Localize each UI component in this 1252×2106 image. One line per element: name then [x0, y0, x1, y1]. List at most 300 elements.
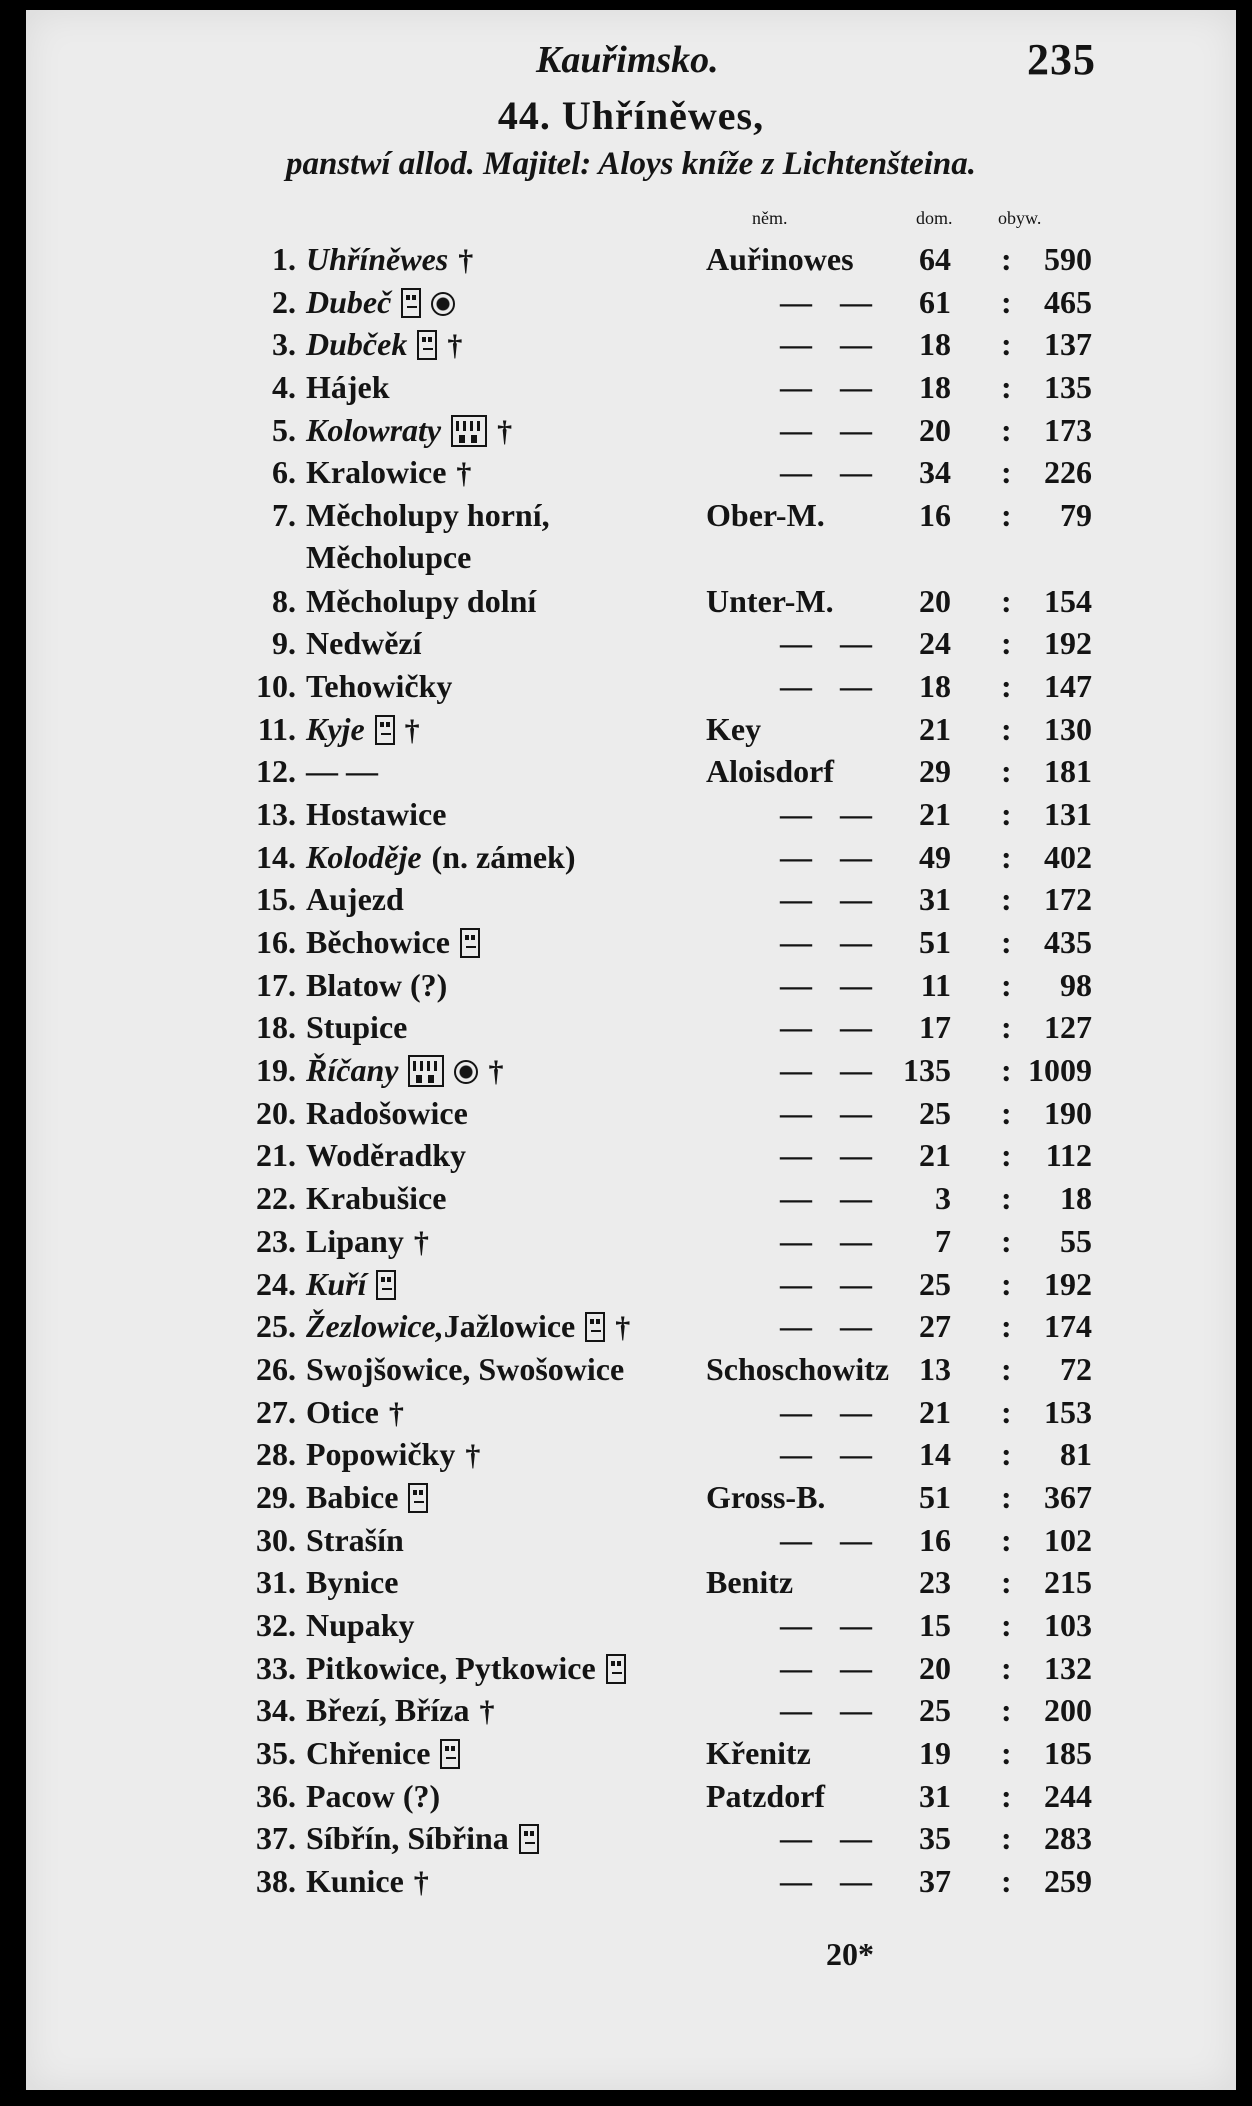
latin-cross-icon: † — [413, 1225, 429, 1259]
inhabitants-count: 174 — [1044, 1308, 1092, 1345]
houses-count: 20 — [919, 1649, 951, 1686]
ratio-separator: : — [1001, 1308, 1012, 1345]
row-number: 30. — [256, 1521, 296, 1558]
village-name-cell — [306, 1732, 706, 1774]
inhabitants-count: 154 — [1044, 582, 1092, 619]
inhabitants-count: 102 — [1044, 1521, 1092, 1558]
row-number: 12. — [256, 753, 296, 790]
houses-count: 61 — [919, 283, 951, 320]
header-german: něm. — [752, 208, 788, 228]
table-row — [26, 580, 1236, 623]
inhabitants-count: 185 — [1044, 1735, 1092, 1772]
tower-icon — [519, 1824, 539, 1854]
village-name-cell — [306, 1092, 706, 1134]
german-name: — — — [780, 966, 872, 1003]
column-headers — [26, 208, 1236, 232]
table-row — [26, 1263, 1236, 1306]
inhabitants-count: 244 — [1044, 1777, 1092, 1814]
village-name: Nedwězí — [306, 625, 422, 662]
ratio-separator: : — [1001, 582, 1012, 619]
latin-cross-icon: † — [447, 329, 463, 363]
latin-cross-icon: † — [456, 457, 472, 491]
table-row — [26, 451, 1236, 494]
row-number: 28. — [256, 1436, 296, 1473]
table-row — [26, 366, 1236, 409]
village-name-cell — [306, 1561, 706, 1603]
village-name: Nupaky — [306, 1607, 415, 1644]
table-row — [26, 921, 1236, 964]
inhabitants-count: 18 — [1060, 1180, 1092, 1217]
village-name: Žezlowice, — [306, 1308, 444, 1345]
village-name: Říčany — [306, 1052, 399, 1089]
latin-cross-icon: † — [413, 1866, 429, 1900]
village-name: Kolowraty — [306, 411, 442, 448]
village-name: Swojšowice, Swošowice — [306, 1350, 625, 1387]
row-number: 9. — [272, 625, 296, 662]
tower-icon — [417, 330, 437, 360]
page-number: 235 — [1027, 35, 1096, 84]
tower-icon — [440, 1739, 460, 1769]
village-name: Woděradky — [306, 1137, 467, 1174]
table-row — [26, 1305, 1236, 1348]
table-row — [26, 1817, 1236, 1860]
inhabitants-count: 131 — [1044, 795, 1092, 832]
ratio-separator: : — [1001, 1564, 1012, 1601]
tower-icon — [585, 1312, 605, 1342]
latin-cross-icon: † — [465, 1439, 481, 1473]
row-number: 27. — [256, 1393, 296, 1430]
village-name: Krabušice — [306, 1180, 447, 1217]
book-page — [26, 10, 1236, 2090]
village-name: — — — [306, 753, 378, 790]
german-name: — — — [780, 1180, 872, 1217]
ratio-separator: : — [1001, 838, 1012, 875]
tower-icon — [606, 1654, 626, 1684]
inhabitants-count: 81 — [1060, 1436, 1092, 1473]
houses-count: 25 — [919, 1692, 951, 1729]
page-header — [26, 30, 1236, 90]
row-number: 7. — [272, 497, 296, 534]
village-name-cell — [306, 1348, 706, 1390]
houses-count: 64 — [919, 241, 951, 277]
table-row — [26, 1647, 1236, 1690]
village-name-cell — [306, 281, 706, 323]
row-number: 35. — [256, 1735, 296, 1772]
village-name: Kuří — [306, 1265, 367, 1302]
village-name: Síbřín, Síbřina — [306, 1820, 509, 1857]
row-number: 25. — [256, 1308, 296, 1345]
ratio-separator: : — [1001, 1094, 1012, 1131]
ratio-separator: : — [1001, 1692, 1012, 1729]
section-subtitle: panstwí allod. Majitel: Aloys kníže z Lichtenšteina. — [285, 146, 976, 182]
village-name: Kralowice — [306, 454, 447, 491]
row-number: 4. — [272, 369, 296, 406]
row-number: 18. — [256, 1009, 296, 1046]
village-name: Chřenice — [306, 1735, 431, 1772]
german-name: — — — [780, 326, 872, 363]
ratio-separator: : — [1001, 710, 1012, 747]
row-number: 5. — [272, 411, 296, 448]
german-name: Aloisdorf — [706, 753, 834, 790]
village-name: Bynice — [306, 1564, 399, 1601]
ratio-separator: : — [1001, 795, 1012, 832]
village-name-cell — [306, 1519, 706, 1561]
inhabitants-count: 127 — [1044, 1009, 1092, 1046]
latin-cross-icon: † — [615, 1311, 631, 1345]
houses-count: 31 — [919, 881, 951, 918]
village-name-cell — [306, 878, 706, 920]
table-row — [26, 281, 1236, 324]
inhabitants-count: 181 — [1044, 753, 1092, 790]
table-row — [26, 793, 1236, 836]
row-number: 32. — [256, 1607, 296, 1644]
village-name: Tehowičky — [306, 667, 453, 704]
table-row — [26, 409, 1236, 452]
ratio-separator: : — [1001, 1777, 1012, 1814]
german-name: — — — [780, 1052, 872, 1089]
village-name: Koloděje — [306, 838, 422, 875]
row-number: 3. — [272, 326, 296, 363]
german-name: — — — [780, 838, 872, 875]
village-name-cell — [306, 1775, 706, 1817]
houses-count: 37 — [919, 1863, 951, 1900]
houses-count: 25 — [919, 1094, 951, 1131]
german-name: — — — [780, 1607, 872, 1644]
german-name: — — — [780, 881, 872, 918]
ratio-separator: : — [1001, 1436, 1012, 1473]
ratio-separator: : — [1001, 454, 1012, 491]
village-name-cell — [306, 1647, 706, 1689]
table-row — [26, 238, 1236, 281]
houses-count: 16 — [919, 497, 951, 534]
inhabitants-count: 135 — [1044, 369, 1092, 406]
village-name-cell — [306, 665, 706, 707]
village-name: Pacow (?) — [306, 1777, 441, 1814]
german-name: — — — [780, 667, 872, 704]
row-number: 34. — [256, 1692, 296, 1729]
row-number: 21. — [256, 1137, 296, 1174]
inhabitants-count: 190 — [1044, 1094, 1092, 1131]
houses-count: 7 — [935, 1222, 951, 1259]
village-name-cell — [306, 1049, 706, 1093]
village-name-cell — [306, 708, 706, 752]
row-number: 20. — [256, 1094, 296, 1131]
ratio-separator: : — [1001, 369, 1012, 406]
village-name-cell — [306, 1817, 706, 1859]
row-number: 22. — [256, 1180, 296, 1217]
village-name: Babice — [306, 1478, 399, 1515]
german-name: Křenitz — [706, 1735, 811, 1772]
row-number: 1. — [272, 241, 296, 277]
ratio-separator: : — [1001, 966, 1012, 1003]
village-name-cell — [306, 1433, 706, 1477]
inhabitants-count: 55 — [1060, 1222, 1092, 1259]
castle-icon — [408, 1055, 444, 1087]
ratio-separator: : — [1001, 1265, 1012, 1302]
houses-count: 29 — [919, 753, 951, 790]
village-name: Aujezd — [306, 881, 404, 918]
village-name: Strašín — [306, 1521, 404, 1558]
table-row — [26, 1732, 1236, 1775]
houses-count: 51 — [919, 1478, 951, 1515]
circle-dot-icon — [431, 292, 455, 316]
inhabitants-count: 192 — [1044, 625, 1092, 662]
houses-count: 16 — [919, 1521, 951, 1558]
german-name: — — — [780, 1692, 872, 1729]
village-name: Kunice — [306, 1863, 404, 1900]
table-row — [26, 1433, 1236, 1476]
row-number: 10. — [256, 667, 296, 704]
latin-cross-icon: † — [479, 1695, 495, 1729]
inhabitants-count: 72 — [1060, 1350, 1092, 1387]
table-row — [26, 1092, 1236, 1135]
inhabitants-count: 112 — [1045, 1137, 1092, 1174]
german-name: — — — [780, 795, 872, 832]
houses-count: 31 — [919, 1777, 951, 1814]
latin-cross-icon: † — [497, 414, 513, 448]
table-row — [26, 1689, 1236, 1732]
village-name-cell — [306, 622, 706, 664]
ratio-separator: : — [1001, 1350, 1012, 1387]
inhabitants-count: 103 — [1044, 1607, 1092, 1644]
ratio-separator: : — [1001, 1607, 1012, 1644]
houses-count: 17 — [919, 1009, 951, 1046]
village-name-cell — [306, 1134, 706, 1176]
village-name-cell — [306, 836, 706, 878]
village-name-cell — [306, 921, 706, 963]
german-name: — — — [780, 1094, 872, 1131]
table-row — [26, 836, 1236, 879]
village-name-cell — [306, 1177, 706, 1219]
village-name-cell — [306, 1305, 706, 1349]
village-name-suffix: Jažlowice — [443, 1308, 576, 1345]
village-name: Pitkowice, Pytkowice — [306, 1649, 596, 1686]
village-name-suffix: (n. zámek) — [431, 838, 576, 875]
houses-count: 3 — [935, 1180, 951, 1217]
row-number: 37. — [256, 1820, 296, 1857]
ratio-separator: : — [1001, 1521, 1012, 1558]
german-name: — — — [780, 1863, 872, 1900]
german-name: Schoschowitz — [706, 1350, 890, 1387]
village-name-cell — [306, 451, 706, 495]
latin-cross-icon: † — [488, 1055, 504, 1089]
houses-count: 14 — [919, 1436, 951, 1473]
village-name-cell — [306, 1689, 706, 1733]
village-name-cell — [306, 1263, 706, 1305]
row-number: 31. — [256, 1564, 296, 1601]
row-number: 36. — [256, 1777, 296, 1814]
ratio-separator: : — [1001, 1820, 1012, 1857]
table-row — [26, 323, 1236, 366]
inhabitants-count: 79 — [1060, 497, 1092, 534]
houses-count: 18 — [919, 326, 951, 363]
german-name: — — — [780, 1308, 872, 1345]
houses-count: 49 — [919, 838, 951, 875]
ratio-separator: : — [1001, 1649, 1012, 1686]
village-name: Měcholupy dolní — [306, 582, 537, 619]
german-name: — — — [780, 1649, 872, 1686]
ratio-separator: : — [1001, 924, 1012, 961]
running-title: Kauřimsko. — [536, 39, 719, 81]
table-row — [26, 708, 1236, 751]
row-number: 26. — [256, 1350, 296, 1387]
german-name: — — — [780, 369, 872, 406]
houses-count: 51 — [919, 924, 951, 961]
village-name-cell — [306, 366, 706, 408]
inhabitants-count: 173 — [1044, 411, 1092, 448]
houses-count: 18 — [919, 667, 951, 704]
houses-count: 19 — [919, 1735, 951, 1772]
tower-icon — [401, 288, 421, 318]
row-number: 2. — [272, 283, 296, 320]
header-inhabitants: obyw. — [998, 208, 1042, 228]
row-number: 19. — [256, 1052, 296, 1089]
tower-icon — [460, 928, 480, 958]
village-name-cell — [306, 1006, 706, 1048]
inhabitants-count: 590 — [1044, 241, 1092, 277]
german-name: — — — [780, 411, 872, 448]
latin-cross-icon: † — [458, 244, 474, 277]
ratio-separator: : — [1001, 625, 1012, 662]
table-row — [26, 750, 1236, 793]
inhabitants-count: 172 — [1044, 881, 1092, 918]
village-name: Uhříněwes — [306, 241, 449, 277]
table-row — [26, 1775, 1236, 1818]
table-row — [26, 1220, 1236, 1263]
section-title: 44. Uhříněwes, — [497, 93, 765, 138]
village-name: Radošowice — [306, 1094, 468, 1131]
houses-count: 15 — [919, 1607, 951, 1644]
inhabitants-count: 402 — [1044, 838, 1092, 875]
tower-icon — [376, 1270, 396, 1300]
inhabitants-count: 200 — [1044, 1692, 1092, 1729]
village-name: Blatow (?) — [306, 966, 448, 1003]
houses-count: 34 — [919, 454, 951, 491]
signature-mark: 20* — [826, 1936, 874, 1972]
ratio-separator: : — [1001, 1180, 1012, 1217]
village-name-cell — [306, 793, 706, 835]
inhabitants-count: 147 — [1044, 667, 1092, 704]
houses-count: 35 — [919, 1820, 951, 1857]
inhabitants-count: 367 — [1044, 1478, 1092, 1515]
village-name-cell — [306, 1220, 706, 1264]
ratio-separator: : — [1001, 1735, 1012, 1772]
village-name: Hájek — [306, 369, 390, 406]
table-row — [26, 1561, 1236, 1604]
inhabitants-count: 130 — [1044, 710, 1092, 747]
village-table — [26, 238, 1236, 1903]
row-number: 23. — [256, 1222, 296, 1259]
row-number: 8. — [272, 582, 296, 619]
table-row — [26, 494, 1236, 579]
village-name-cell — [306, 580, 706, 622]
german-name: — — — [780, 1009, 872, 1046]
table-row — [26, 665, 1236, 708]
village-name-cell — [306, 409, 706, 453]
village-name: Dubeč — [306, 283, 392, 320]
table-row — [26, 622, 1236, 665]
row-number: 33. — [256, 1649, 296, 1686]
village-name: Stupice — [306, 1009, 408, 1046]
village-name-cell — [306, 1476, 706, 1518]
row-number: 17. — [256, 966, 296, 1003]
houses-count: 20 — [919, 411, 951, 448]
village-name-cell — [306, 238, 706, 282]
row-number: 6. — [272, 454, 296, 491]
houses-count: 25 — [919, 1265, 951, 1302]
village-name: Kyje — [306, 710, 365, 747]
ratio-separator: : — [1001, 1222, 1012, 1259]
table-row — [26, 1604, 1236, 1647]
village-name-cell — [306, 1860, 706, 1904]
tower-icon — [375, 715, 395, 745]
table-row — [26, 878, 1236, 921]
german-name: — — — [780, 1393, 872, 1430]
houses-count: 24 — [919, 625, 951, 662]
ratio-separator: : — [1001, 1393, 1012, 1430]
houses-count: 11 — [920, 966, 951, 1003]
village-name-cell — [306, 1604, 706, 1646]
houses-count: 21 — [919, 1393, 951, 1430]
houses-count: 23 — [919, 1564, 951, 1601]
inhabitants-count: 192 — [1044, 1265, 1092, 1302]
inhabitants-count: 435 — [1044, 924, 1092, 961]
ratio-separator: : — [1001, 1478, 1012, 1515]
inhabitants-count: 1009 — [1028, 1052, 1092, 1089]
table-row — [26, 1177, 1236, 1220]
table-row — [26, 1519, 1236, 1562]
german-name: — — — [780, 1265, 872, 1302]
village-name-cell — [306, 494, 706, 578]
inhabitants-count: 226 — [1044, 454, 1092, 491]
row-number: 16. — [256, 924, 296, 961]
village-name-cell — [306, 323, 706, 367]
village-name: Běchowice — [306, 924, 450, 961]
german-name: — — — [780, 625, 872, 662]
ratio-separator: : — [1001, 1863, 1012, 1900]
row-number: 14. — [256, 838, 296, 875]
german-name: — — — [780, 1820, 872, 1857]
circle-dot-icon — [454, 1060, 478, 1084]
ratio-separator: : — [1001, 241, 1012, 277]
inhabitants-count: 153 — [1044, 1393, 1092, 1430]
german-name: Unter-M. — [706, 582, 834, 619]
houses-count: 13 — [919, 1350, 951, 1387]
ratio-separator: : — [1001, 1009, 1012, 1046]
ratio-separator: : — [1001, 753, 1012, 790]
german-name: Patzdorf — [706, 1777, 826, 1814]
inhabitants-count: 283 — [1044, 1820, 1092, 1857]
houses-count: 20 — [919, 582, 951, 619]
inhabitants-count: 259 — [1044, 1863, 1092, 1900]
german-name: — — — [780, 1521, 872, 1558]
inhabitants-count: 215 — [1044, 1564, 1092, 1601]
row-number: 15. — [256, 881, 296, 918]
village-name: Dubček — [306, 326, 408, 363]
village-name-cell — [306, 750, 706, 792]
ratio-separator: : — [1001, 1052, 1012, 1089]
german-name: Auřinowes — [706, 241, 854, 277]
table-row — [26, 1134, 1236, 1177]
village-name: Hostawice — [306, 795, 447, 832]
table-row — [26, 1476, 1236, 1519]
german-name: — — — [780, 924, 872, 961]
ratio-separator: : — [1001, 283, 1012, 320]
german-name: — — — [780, 1137, 872, 1174]
header-houses: dom. — [916, 208, 953, 228]
village-name: Lipany — [306, 1222, 404, 1259]
table-row — [26, 1049, 1236, 1092]
